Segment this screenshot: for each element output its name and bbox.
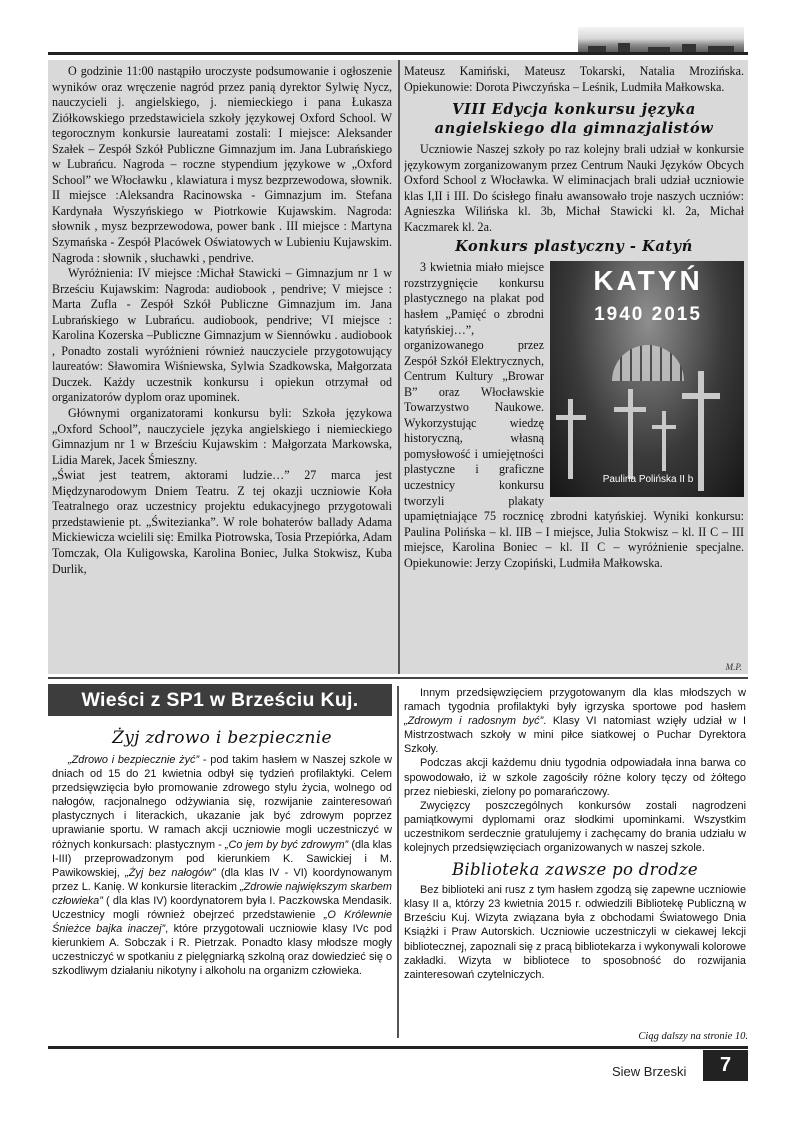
quote: „Zdrowym i radosnym być” xyxy=(404,715,544,728)
poster-author: Paulina Polińska II b xyxy=(602,473,694,485)
paragraph: Bez biblioteki ani rusz z tym hasłem zgodzą się zapewne uczniowie klasy II a, którzy 23 kwietnia 2015 r. odwiedzili Bibliotekę Publiczną w Brześciu Kuj. Wizyta związana była z obchodami Światowego Dnia Książki i Praw Autorskich. Uczniowie uczestniczyli w ciekawej lekcji bibliotecznej, zapoznali się z pracą bibliotekarza i wykonywali kolorowe zakładki. Wizyta w bibliotece to sposobność do rozwijania zainteresowań czytelniczych. xyxy=(404,884,746,981)
quote: „Żyj bez nałogów” xyxy=(125,866,216,879)
top-section xyxy=(48,60,748,674)
paragraph: Wyróżnienia: IV miejsce :Michał Stawicki – Gimnazjum nr 1 w Brześciu Kujawskim: Nagroda: audiobook , pendrive; V miejsce : Marta Zufla - Zespół Szkół Publiczne Gimnazjum im. Jana Lubrańskiego w Lubrańcu. audiobook, pendrive; VI miejsce : Karolina Kozerska –Publiczne Gimnazjum w Siennówku . audiobook , Ponadto zostali wyróżnieni również nauczyciele przygotowujący laureatów: Sławomira Wiśniewska, Sylwia Szadkowska, Małgorzata Duczek. Każdy uczestnik konkursu i opiekun otrzymał od organizatorów dyplom oraz upominek. xyxy=(52,266,392,405)
cross-shape xyxy=(556,415,586,420)
cross-shape xyxy=(628,389,633,479)
column-divider xyxy=(397,686,399,1038)
poster-title: KATYŃ xyxy=(593,265,703,297)
text-run: , które przygotowali uczniowie klasy IVc pod kierunkiem A. Sobczak i R. Pietrzak. Ponadto klasy młodsze mogły uczestniczyć w spotkaniu z pielęgniarką szkolną oraz dowiedzieć się o szkodliwym działaniu nikotyny i alkoholu na organizm człowieka. xyxy=(52,923,392,978)
cross-shape xyxy=(682,393,720,399)
paragraph: O godzinie 11:00 nastąpiło uroczyste podsumowanie i ogłoszenie wyników oraz wręczenie nagród przez panią dyrektor Sylwię Nycz, nauczycieli j. angielskiego, j. niemieckiego i pana Łukasza Ziółkowskiego przedstawiciela szkoły językowej Oxford School. W tegorocznym konkursie laureatami zostali: I miejsce: Aleksander Szałek – Zespół Szkół Publiczne Gimnazjum im. Jana Lubrańskiego w Lubrańcu. Nagroda – roczne stypendium językowe w „Oxford School” we Włocławku , klawiatura i mysz bezprzewodowa, słownik. II miejsce :Aleksandra Racinowska - Gimnazjum im. Stefana Kardynała Wyszyńskiego w Piotrkowie Kujawskim. Nagroda: słownik , mysz bezprzewodowa, power bank . III miejsce : Martyna Szymańska - Zespół Placówek Oświatowych w Lubieniu Kujawskim. Nagroda : słownik , słuchawki , pendrive. xyxy=(52,64,392,265)
publication-name: Siew Brzeski xyxy=(612,1064,687,1079)
author-signature: M.P. xyxy=(725,662,742,672)
paragraph: Uczniowie Naszej szkoły po raz kolejny brali udział w konkursie językowym zorganizowanym przez Centrum Nauki Języków Obcych Oxford School z Włocławka. W eliminacjach brali udział uczniowie klas I,II i III. Do ścisłego finału awansowało troje naszych uczniów: Agnieszka Wilińska kl. 3b, Michał Stawicki kl. 2a, Michał Kaczmarek kl. 2a. xyxy=(404,142,744,234)
top-left-column xyxy=(52,64,392,674)
section-heading-library: Biblioteka zawsze po drodze xyxy=(452,860,698,880)
column-divider xyxy=(398,60,400,674)
page-number: 7 xyxy=(703,1050,748,1081)
cross-shape xyxy=(568,399,573,479)
section-heading-healthy-life: Żyj zdrowo i bezpiecznie xyxy=(112,728,332,748)
section-heading-english-contest xyxy=(404,100,744,138)
cross-shape xyxy=(614,407,646,412)
text-run: (dla klas IV - VI) koordynowanym przez L. Kanię. W konkursie literackim xyxy=(52,866,392,893)
footer-rule xyxy=(48,1046,748,1049)
text-run: Innym przedsięwzięciem przygotowanym dla klas młodszych w ramach tygodnia profilaktyki były igrzyska sportowe pod hasłem xyxy=(404,687,746,714)
bottom-left-column xyxy=(52,718,392,1040)
quote: „O Królewnie Śnieżce bajka inaczej” xyxy=(52,909,392,936)
poster-years: 1940 2015 xyxy=(594,304,702,326)
text-run: - pod takim hasłem w Naszej szkole w dniach od 15 do 21 kwietnia odbył się tydzień profilaktyki. Celem przedsięwzięcia było promowanie zdrowego stylu życia, wolnego od nałogów, racjonalnego odżywiania się, rozwijanie zainteresowań plastycznych i literackich, ukazanie jak być zdrowym poprzez uprawianie sportu. W ramach akcji uczniowie mogli uczestniczyć w różnych konkursach: plastycznym - xyxy=(52,754,392,851)
quote: „Zdrowie największym skarbem człowieka” xyxy=(52,880,392,907)
heading-line: VIII Edycja konkursu języka xyxy=(452,101,696,119)
poster-window-shape xyxy=(612,345,684,381)
paragraph: Mateusz Kamiński, Mateusz Tokarski, Natalia Mrozińska. Opiekunowie: Dorota Piwczyńska – Leśnik, Ludmiła Małkowska. xyxy=(404,64,744,94)
paragraph xyxy=(52,753,392,979)
section-heading-katyn-contest: Konkurs plastyczny - Katyń xyxy=(455,238,693,256)
header-rule xyxy=(48,52,748,55)
top-right-column xyxy=(404,64,744,674)
cross-shape xyxy=(652,425,676,429)
paragraph: 3 kwietnia miało miejsce rozstrzygnięcie konkursu plastycznego na plakat pod hasłem „Pamięć o zbrodni katyńskiej…”, organizowanego przez Zespół Szkół Elektrycznych, Centrum Kultury „Browar B” oraz Włocławskie Towarzystwo Naukowe. Wykorzystując wiedzę historyczną, własną pomysłowość i umiejętności plastyczne i graficzne uczestnicy konkursu tworzyli plakaty upamiętniające 75 rocznicę zbrodni katyńskiej. Wyniki konkursu: Paulina Polińska – kl. IIB – I miejsce, Julia Stokwisz – kl. II C – III miejsce, Karolina Boniec – kl. II C – wyróżnienie specjalne. Opiekunowie: Jerzy Czopiński, Ludmiła Małkowska. xyxy=(404,260,744,570)
paragraph: „Świat jest teatrem, aktorami ludzie…” 27 marca jest Międzynarodowym Dniem Teatru. Z tej okazji uczniowie Koła Teatralnego oraz uczestnicy projektu edukacyjnego przygotowali przedstawienie pt. „Świtezianka”. W role bohaterów ballady Adama Mickiewicza wcielili się: Emilka Piotrowska, Tosia Przepiórka, Adam Tomczak, Ola Kuligowska, Karolina Boniec, Julka Stokwisz, Kuba Durlik, xyxy=(52,468,392,576)
text-run: (dla klas I-III) przeprowadzonym pod kierunkiem K. Sawickiej i M. Pawikowskiej, xyxy=(52,838,392,879)
bottom-right-column xyxy=(404,686,746,1031)
heading-line: angielskiego dla gimnazjalistów xyxy=(434,120,714,138)
katyn-article xyxy=(404,260,744,571)
paragraph xyxy=(404,686,746,756)
text-run: . Klasy VI natomiast wzięły udział w I Mistrzostwach szkoły w mini piłce siatkowej o Puchar Dyrektora Szkoły. xyxy=(404,715,746,756)
paragraph: Podczas akcji każdemu dniu tygodnia odpowiadała inna barwa co spowodowało, iż w szkole zagościły różne kolory tęczy od żółtego przez niebieski, zielony po pomarańczowy. xyxy=(404,757,746,798)
paragraph: Zwycięzcy poszczególnych konkursów zostali nagrodzeni pamiątkowymi dyplomami oraz słodkimi upominkami. Wszystkim uczestnikom serdecznie gratulujemy i zachęcamy do brania udziału w kolejnych przedsięwzięciach organizowanych w naszej szkole. xyxy=(404,799,746,855)
text-run: ( dla klas IV) koordynatorem była I. Paczkowska Mendasik. Uczestnicy mogli również obejrzeć przedstawienie xyxy=(52,894,392,922)
section-rule xyxy=(48,677,748,679)
quote: „Co jem by być zdrowym” xyxy=(224,838,349,851)
cross-shape xyxy=(662,411,666,471)
quote: „Zdrowo i bezpiecznie żyć” xyxy=(68,754,200,766)
paragraph: Głównymi organizatorami konkursu byli: Szkoła językowa „Oxford School”, nauczyciele języka angielskiego i niemieckiego Gimnazjum nr 1 w Brześciu Kujawskim : Małgorzata Markowska, Lidia Marek, Jacek Śmieszny. xyxy=(52,406,392,467)
continued-note: Ciąg dalszy na stronie 10. xyxy=(606,1031,748,1045)
header-photo xyxy=(578,27,744,53)
sp1-news-banner: Wieści z SP1 w Brześciu Kuj. xyxy=(48,684,392,716)
katyn-poster-image xyxy=(550,261,744,497)
